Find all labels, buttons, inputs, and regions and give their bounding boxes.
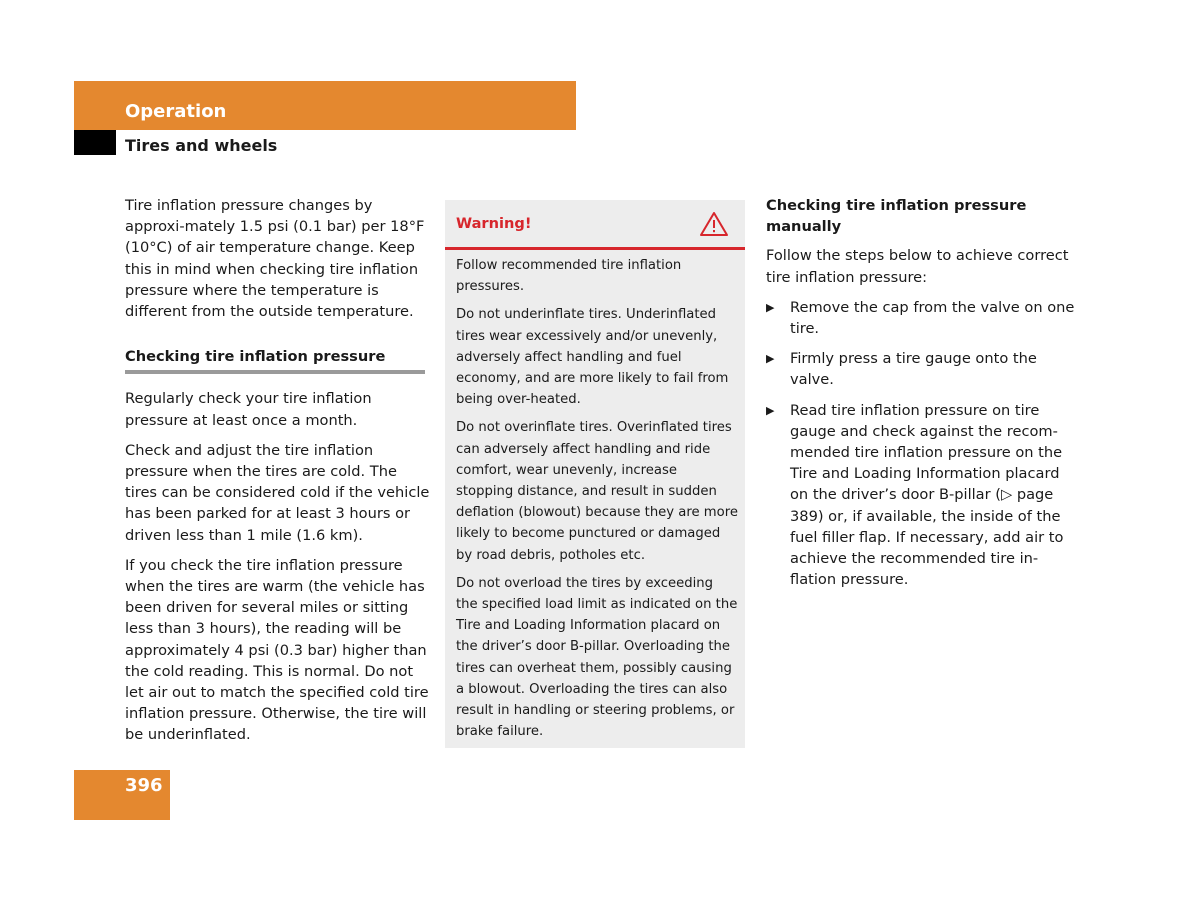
warning-title: Warning! [456, 215, 532, 232]
warning-paragraph: Follow recommended tire inflation pressures. [456, 258, 682, 295]
list-item [766, 297, 1076, 339]
page-number: 396 [125, 775, 163, 796]
subsection-title: Tires and wheels [125, 136, 278, 155]
manual-check-heading: Checking tire inflation pressure manually [766, 197, 1027, 236]
list-item [766, 348, 1076, 390]
section-heading: Checking tire inflation pressure [125, 346, 425, 374]
warning-box [445, 200, 745, 748]
warning-triangle-icon [699, 211, 729, 237]
warning-body [456, 255, 738, 749]
step-text: Firmly press a tire gauge onto the valve. [790, 350, 1037, 389]
left-column [125, 195, 430, 755]
paragraph-warm-tires: If you check the tire inflation pressure when the tires are warm (the vehicle has been driven for several miles or sitting less than 3 hours), the reading will be approximately 4 psi (0.3 bar) higher than the cold reading. This is normal. Do not let air out to match the specified cold tire inflation pressure. Otherwise, the tire will be underinflated. [125, 556, 429, 744]
list-item [766, 400, 1076, 591]
step-text: Remove the cap from the valve on one tire. [790, 298, 1075, 338]
warning-paragraph: Do not overload the tires by exceeding the specified load limit as indicated on the Tire and Loading Information placard on the driver’s door B-pillar. Overloading the tires can overheat them, possibly causing a blowout. Overloading the tires can also result in handling or steering problems, or brake failure. [456, 575, 738, 740]
paragraph-monthly-check: Regularly check your tire inflation pressure at least once a month. [125, 390, 372, 429]
steps-list [766, 297, 1076, 591]
step-text: Read tire inflation pressure on tire gauge and check against the recom-mended tire inflation pressure on the Tire and Loading Information placard on the driver’s door B-pillar (▷ page 389) or, if available, the inside of the fuel filler flap. If necessary, add air to achieve the recommended tire in-flation pressure. [790, 401, 1064, 589]
warning-header [445, 200, 745, 250]
right-column [766, 195, 1076, 599]
section-title: Operation [125, 101, 227, 122]
intro-paragraph: Tire inflation pressure changes by approxi-mately 1.5 psi (0.1 bar) per 18°F (10°C) of air temperature change. Keep this in mind when checking tire inflation pressure where the temperature is different from the outside temperature. [125, 197, 425, 321]
warning-paragraph: Do not overinflate tires. Overinflated tires can adversely affect handling and ride comfort, wear unevenly, increase stopping distance, and result in sudden deflation (blowout) because they are more likely to become punctured or damaged by road debris, potholes etc. [456, 420, 738, 563]
triangle-right-icon: ▶ [766, 403, 775, 417]
manual-check-intro: Follow the steps below to achieve correct tire inflation pressure: [766, 247, 1069, 286]
section-marker [74, 130, 116, 155]
warning-paragraph: Do not underinflate tires. Underinflated tires wear excessively and/or unevenly, adversely affect handling and fuel economy, and are more likely to fail from being over-heated. [456, 307, 729, 408]
triangle-right-icon: ▶ [766, 352, 775, 366]
triangle-right-icon: ▶ [766, 300, 775, 314]
paragraph-cold-tires: Check and adjust the tire inflation pressure when the tires are cold. The tires can be considered cold if the vehicle has been parked for at least 3 hours or driven less than 1 mile (1.6 km). [125, 441, 430, 544]
